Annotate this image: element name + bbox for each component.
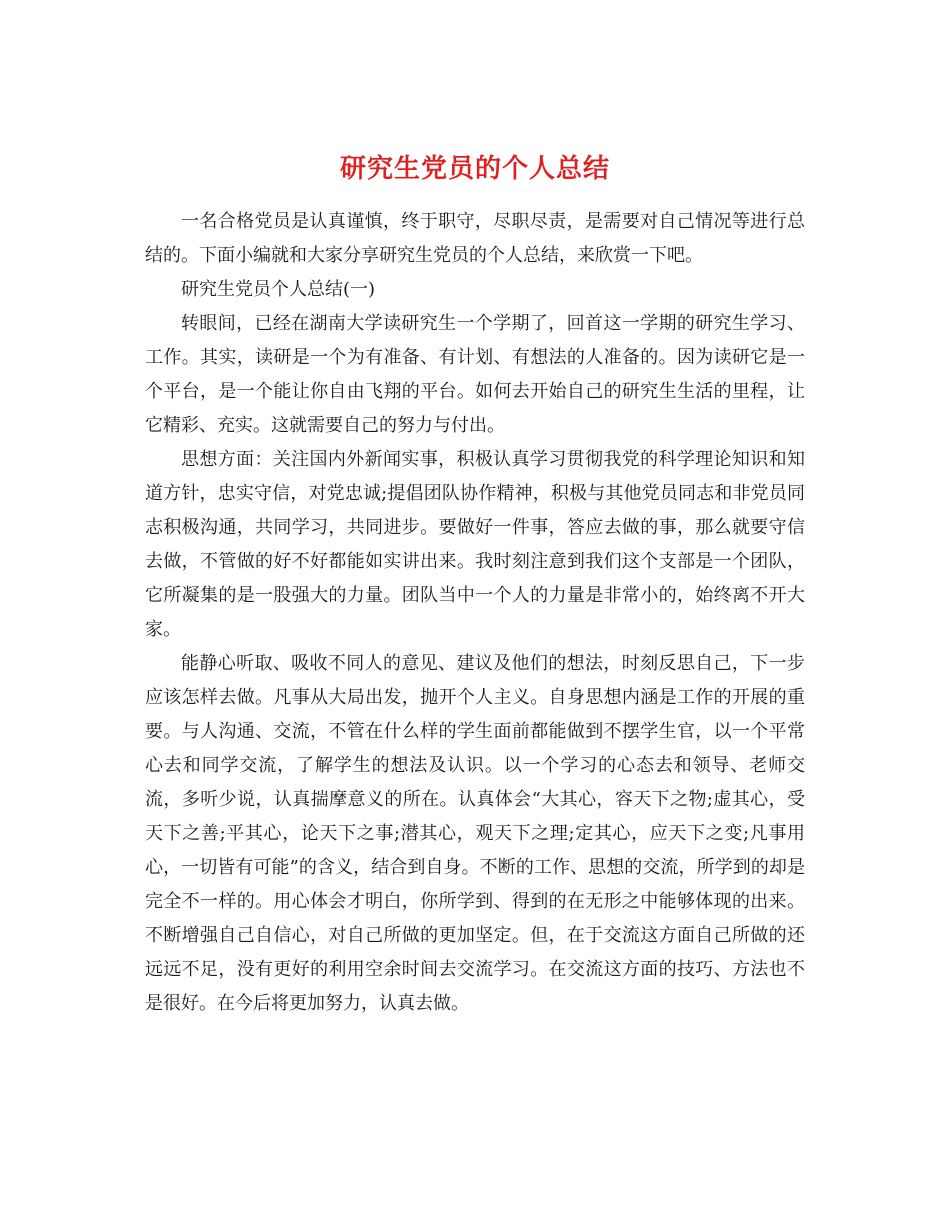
- intro-paragraph: 一名合格党员是认真谨慎，终于职守，尽职尽责，是需要对自己情况等进行总结的。下面小编就和大家分享研究生党员的个人总结，来欣赏一下吧。: [145, 211, 805, 266]
- page-title: 研究生党员的个人总结: [339, 154, 610, 185]
- body-paragraph: 能静心听取、吸收不同人的意见、建议及他们的想法，时刻反思自己，下一步应该怎样去做。凡事从大局出发，抛开个人主义。自身思想内涵是工作的开展的重要。与人沟通、交流，不管在什么样的学生面前都能做到不摆学生官，以一个平常心去和同学交流，了解学生的想法及认识。以一个学习的心态去和领导、老师交流，多听少说，认真揣摩意义的所在。认真体会“大其心，容天下之物;虚其心，受天下之善;平其心，论天下之事;潜其心，观天下之理;定其心，应天下之变;凡事用心，一切皆有可能”的含义，结合到自身。不断的工作、思想的交流，所学到的却是完全不一样的。用心体会才明白，你所学到、得到的在无形之中能够体现的出来。不断增强自己自信心，对自己所做的更加坚定。但，在于交流这方面自己所做的还远远不足，没有更好的利用空余时间去交流学习。在交流这方面的技巧、方法也不是很好。在今后将更加努力，认真去做。: [145, 653, 805, 1014]
- section-heading: 研究生党员个人总结(一): [181, 279, 376, 300]
- document-body: [145, 205, 805, 1021]
- body-paragraph: 思想方面：关注国内外新闻实事，积极认真学习贯彻我党的科学理论知识和知道方针，忠实守信，对党忠诚;提倡团队协作精神，积极与其他党员同志和非党员同志积极沟通，共同学习，共同进步。要做好一件事，答应去做的事，那么就要守信去做，不管做的好不好都能如实讲出来。我时刻注意到我们这个支部是一个团队，它所凝集的是一股强大的力量。团队当中一个人的力量是非常小的，始终离不开大家。: [145, 449, 805, 640]
- body-paragraph: 转眼间，已经在湖南大学读研究生一个学期了，回首这一学期的研究生学习、工作。其实，读研是一个为有准备、有计划、有想法的人准备的。因为读研它是一个平台，是一个能让你自由飞翔的平台。如何去开始自己的研究生生活的里程，让它精彩、充实。这就需要自己的努力与付出。: [145, 313, 805, 436]
